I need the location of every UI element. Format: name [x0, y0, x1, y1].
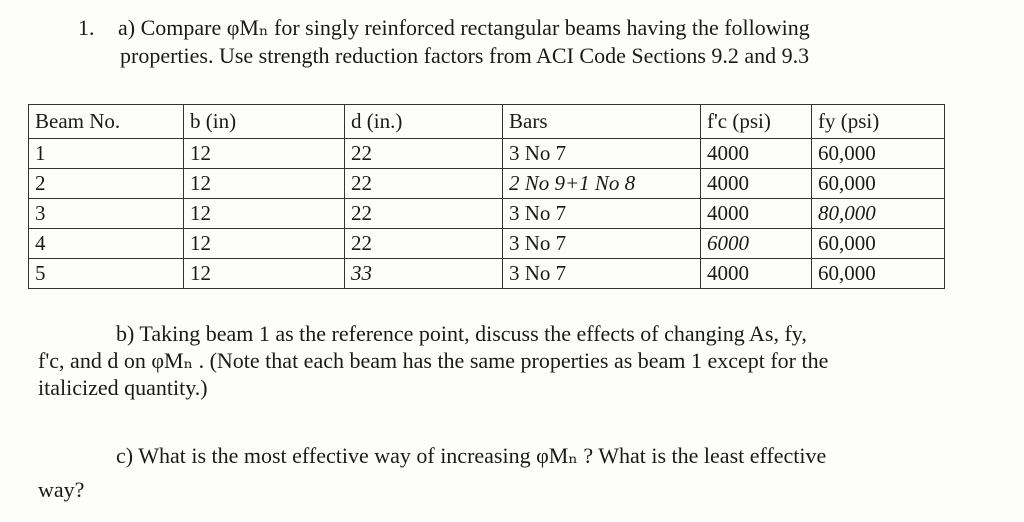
cell-d: 22	[345, 169, 503, 199]
cell-fy: 60,000	[812, 169, 945, 199]
cell-d: 22	[345, 199, 503, 229]
question-b-line-2: f'c, and d on φMₙ . (Note that each beam has the same properties as beam 1 except for the	[38, 348, 829, 373]
cell-fy: 60,000	[812, 229, 945, 259]
header-fc: f'c (psi)	[701, 105, 812, 139]
cell-fc: 6000	[701, 229, 812, 259]
cell-fy: 60,000	[812, 259, 945, 289]
cell-b: 12	[184, 169, 345, 199]
table-row	[29, 199, 945, 229]
question-b-line-3: italicized quantity.)	[38, 375, 208, 400]
cell-beam-no: 4	[29, 229, 184, 259]
question-part-b	[38, 320, 988, 401]
cell-beam-no: 5	[29, 259, 184, 289]
header-beam-no: Beam No.	[29, 105, 184, 139]
cell-beam-no: 1	[29, 139, 184, 169]
cell-bars: 3 No 7	[503, 139, 701, 169]
table-row	[29, 139, 945, 169]
cell-beam-no: 3	[29, 199, 184, 229]
cell-d: 33	[345, 259, 503, 289]
header-b: b (in)	[184, 105, 345, 139]
cell-fc: 4000	[701, 169, 812, 199]
cell-bars: 3 No 7	[503, 199, 701, 229]
cell-fc: 4000	[701, 199, 812, 229]
cell-bars: 3 No 7	[503, 229, 701, 259]
table-row	[29, 169, 945, 199]
cell-b: 12	[184, 259, 345, 289]
cell-bars: 2 No 9+1 No 8	[503, 169, 701, 199]
question-b-line-1: b) Taking beam 1 as the reference point, discuss the effects of changing As, fy,	[116, 321, 807, 346]
cell-fy: 80,000	[812, 199, 945, 229]
question-c-line-1: c) What is the most effective way of increasing φMₙ ? What is the least effective	[116, 443, 827, 468]
cell-fc: 4000	[701, 139, 812, 169]
cell-fy: 60,000	[812, 139, 945, 169]
cell-b: 12	[184, 199, 345, 229]
cell-bars: 3 No 7	[503, 259, 701, 289]
cell-d: 22	[345, 229, 503, 259]
question-c-line-2: way?	[38, 477, 85, 502]
question-part-a	[78, 14, 810, 70]
cell-d: 22	[345, 139, 503, 169]
question-a-line-2: properties. Use strength reduction factors from ACI Code Sections 9.2 and 9.3	[120, 43, 810, 68]
table-row	[29, 259, 945, 289]
question-a-line-1: 1. a) Compare φMₙ for singly reinforced rectangular beams having the following	[78, 15, 810, 40]
question-number: 1.	[78, 15, 95, 40]
header-fy: fy (psi)	[812, 105, 945, 139]
cell-beam-no: 2	[29, 169, 184, 199]
cell-b: 12	[184, 229, 345, 259]
header-bars: Bars	[503, 105, 701, 139]
table-row	[29, 229, 945, 259]
question-part-c	[38, 442, 988, 504]
table-header-row	[29, 105, 945, 139]
cell-b: 12	[184, 139, 345, 169]
header-d: d (in.)	[345, 105, 503, 139]
beam-properties-table	[28, 104, 945, 289]
cell-fc: 4000	[701, 259, 812, 289]
